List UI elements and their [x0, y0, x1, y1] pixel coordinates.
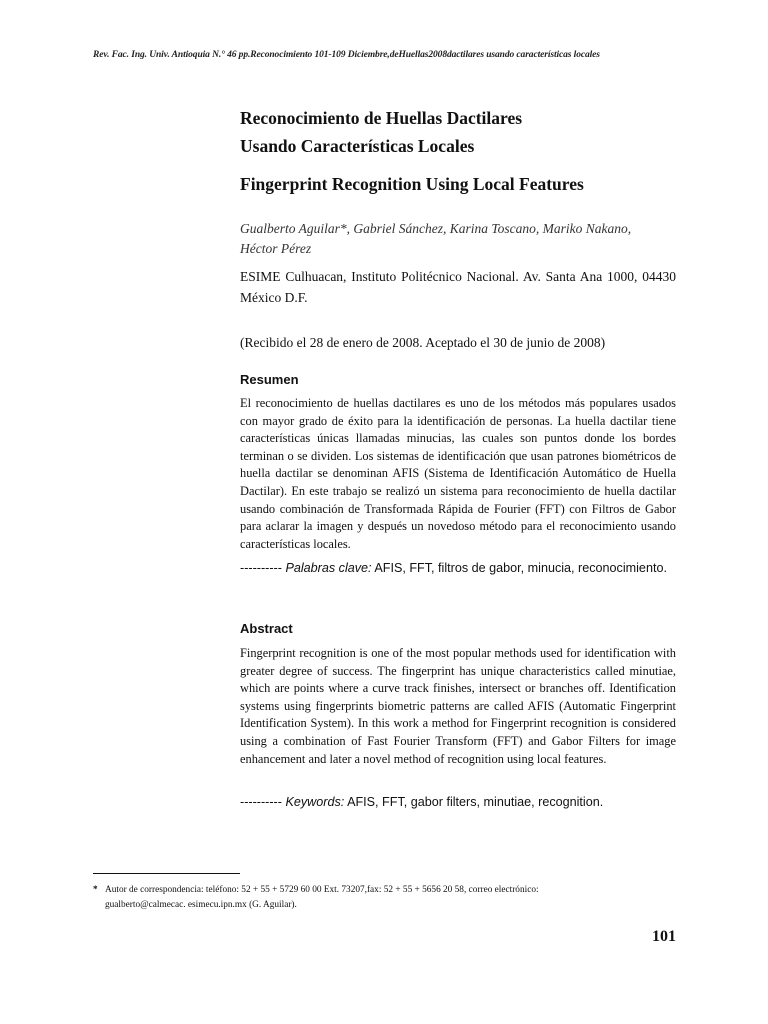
kw-dashes: ----------: [240, 561, 282, 575]
footnote-mark: *: [93, 885, 98, 895]
footnote-line2: gualberto@calmecac. esimecu.ipn.mx (G. Aguilar).: [105, 900, 297, 910]
kw-dashes: ----------: [240, 795, 282, 809]
footnote-rule: [93, 873, 240, 874]
authors-line2: Héctor Pérez: [240, 241, 312, 256]
kw-text: AFIS, FFT, gabor filters, minutiae, recognition.: [347, 795, 604, 809]
abstract-heading: Abstract: [240, 621, 293, 636]
title-spanish-line2: Usando Características Locales: [240, 136, 475, 156]
author-list: [240, 219, 676, 259]
title-spanish: [240, 104, 676, 160]
kw-label: Keywords:: [285, 795, 345, 809]
running-head: Rev. Fac. Ing. Univ. Antioquia N.° 46 pp.Reconocimiento 101-109 Diciembre,deHuellas2008dactilares usando características locales: [93, 50, 600, 60]
title-spanish-line1: Reconocimiento de Huellas Dactilares: [240, 108, 523, 128]
resumen-body: El reconocimiento de huellas dactilares es uno de los métodos más populares usados con mayor grado de éxito para la identificación de personas. La huella dactilar tiene características únicas llamadas minucias, las cuales son puntos donde los bordes terminan o se dividen. Los sistemas de identificación que usan patrones biométricos de huella dactilar se denominan AFIS (Sistema de Identificación Automático de Huella Dactilar). En este trabajo se realizó un sistema para reconocimiento de huella dactilar usando combinación de Transformada Rápida de Fourier (FFT) con Filtros de Gabor para aclarar la imagen y después un novedoso método para el reconocimiento usando características locales.: [240, 396, 676, 551]
resumen-heading: Resumen: [240, 372, 299, 387]
title-english: Fingerprint Recognition Using Local Features: [240, 174, 584, 194]
footnote-line1: Autor de correspondencia: teléfono: 52 + 55 + 5729 60 00 Ext. 73207,fax: 52 + 55 + 5656 20 58, correo electrónico:: [105, 885, 539, 895]
kw-label: Palabras clave:: [285, 561, 372, 575]
footnote: [93, 883, 693, 913]
palabras-clave: [240, 559, 676, 578]
abstract-body: Fingerprint recognition is one of the most popular methods used for identification with greater degree of success. The fingerprint has unique characteristics called minutiae, which are points where a curve track finishes, intersect or branches off. Identification systems using fingerprints biometric patterns are called AFIS (Automatic Fingerprint Identification System). In this work a method for Fingerprint recognition is considered using a combination of Fast Fourier Transform (FFT) and Gabor Filters for image enhancement and later a novel method of recognition using local features.: [240, 646, 676, 766]
page-number: 101: [652, 928, 676, 945]
kw-text: AFIS, FFT, filtros de gabor, minucia, reconocimiento.: [374, 561, 667, 575]
authors-line1: Gualberto Aguilar*, Gabriel Sánchez, Karina Toscano, Mariko Nakano,: [240, 221, 632, 236]
received-dates: (Recibido el 28 de enero de 2008. Aceptado el 30 de junio de 2008): [240, 335, 606, 350]
keywords: [240, 793, 676, 812]
affiliation: ESIME Culhuacan, Instituto Politécnico Nacional. Av. Santa Ana 1000, 04430 México D.F.: [240, 269, 676, 305]
